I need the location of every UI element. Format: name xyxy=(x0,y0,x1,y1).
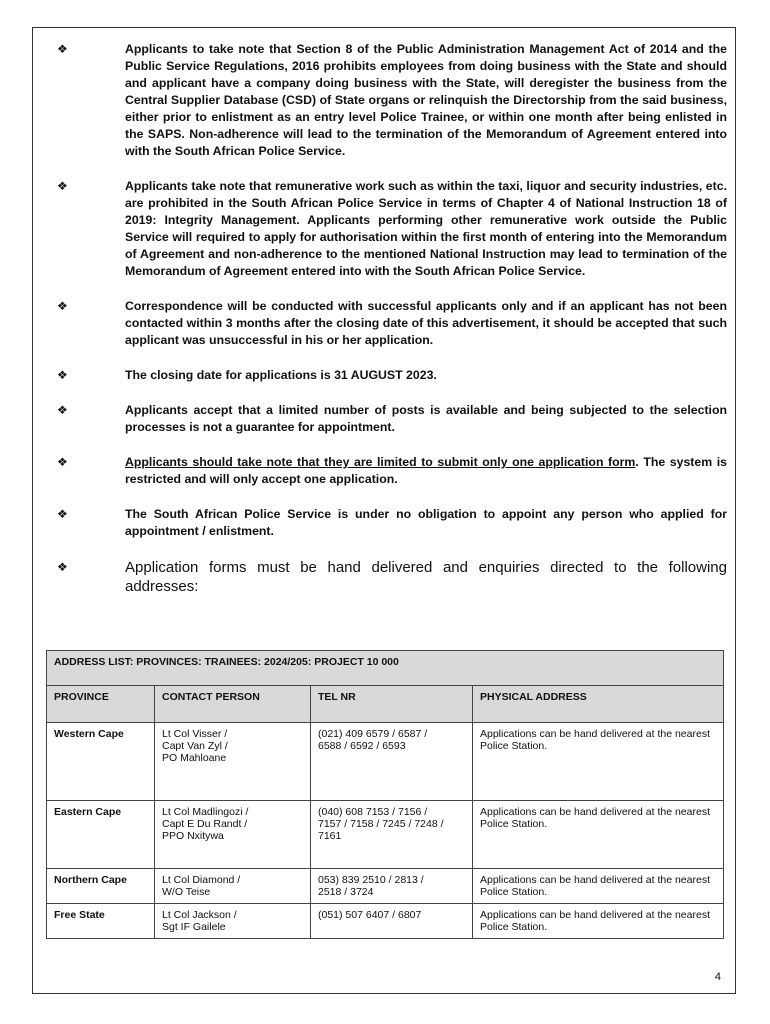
province-cell: Eastern Cape xyxy=(47,801,155,869)
diamond-bullet-icon: ❖ xyxy=(57,507,68,521)
table-row xyxy=(47,869,724,904)
table-row xyxy=(47,904,724,939)
diamond-bullet-icon: ❖ xyxy=(57,179,68,193)
bullet-text: Application forms must be hand delivered and enquiries directed to the following addresses: xyxy=(125,559,727,595)
bullet-text: The South African Police Service is under no obligation to appoint any person who applied for appointment / enlistment. xyxy=(125,507,727,538)
contact-cell: Lt Col Diamond / W/O Teise xyxy=(155,869,311,904)
bullet-item xyxy=(55,506,727,540)
diamond-bullet-icon: ❖ xyxy=(57,368,68,382)
tel-cell: 053) 839 2510 / 2813 / 2518 / 3724 xyxy=(311,869,473,904)
table-row xyxy=(47,723,724,801)
diamond-bullet-icon: ❖ xyxy=(57,560,68,574)
address-cell: Applications can be hand delivered at the nearest Police Station. xyxy=(473,869,724,904)
bullet-item xyxy=(55,41,727,160)
address-cell: Applications can be hand delivered at the nearest Police Station. xyxy=(473,801,724,869)
column-header: PROVINCE xyxy=(47,686,155,723)
bullet-item xyxy=(55,298,727,349)
tel-cell: (051) 507 6407 / 6807 xyxy=(311,904,473,939)
address-table xyxy=(46,650,724,939)
bullet-underlined-text: Applicants should take note that they are limited to submit only one application form xyxy=(125,455,636,469)
bullet-item xyxy=(55,402,727,436)
bullet-text: Correspondence will be conducted with successful applicants only and if an applicant has not been contacted within 3 months after the closing date of this advertisement, it should be accepted that such applicant was unsuccessful in his or her application. xyxy=(125,299,727,347)
province-cell: Free State xyxy=(47,904,155,939)
page-frame xyxy=(32,27,736,994)
bullet-text: Applicants to take note that Section 8 of the Public Administration Management Act of 2014 and the Public Service Regulations, 2016 prohibits employees from doing business with the State and should and applicant have a company doing business with the State, will deregister the business from the Central Supplier Database (CSD) of State organs or relinquish the Directorship from the said business, either prior to enlistment as an entry level Police Trainee, or within one month after being enlisted in the SAPS. Non-adherence will lead to the termination of the Memorandum of Agreement entered into with the South African Police Service. xyxy=(125,42,727,158)
diamond-bullet-icon: ❖ xyxy=(57,299,68,313)
column-header: CONTACT PERSON xyxy=(155,686,311,723)
column-header: PHYSICAL ADDRESS xyxy=(473,686,724,723)
table-title: ADDRESS LIST: PROVINCES: TRAINEES: 2024/205: PROJECT 10 000 xyxy=(47,651,724,686)
tel-cell: (021) 409 6579 / 6587 / 6588 / 6592 / 6593 xyxy=(311,723,473,801)
bullet-text: Applicants take note that remunerative work such as within the taxi, liquor and security industries, etc. are prohibited in the South African Police Service in terms of Chapter 4 of National Instruction 18 of 2019: Integrity Management. Applicants performing other remunerative work outside the Public Service will required to apply for authorisation within the first month of entering into the Memorandum of Agreement and non-adherence to the mentioned National Instruction may lead to termination of the Memorandum of Agreement entered into with the South African Police Service. xyxy=(125,179,727,278)
bullet-item xyxy=(55,454,727,488)
bullet-list xyxy=(55,41,727,614)
bullet-text: The closing date for applications is 31 AUGUST 2023. xyxy=(125,368,437,382)
address-cell: Applications can be hand delivered at the nearest Police Station. xyxy=(473,904,724,939)
province-cell: Western Cape xyxy=(47,723,155,801)
tel-cell: (040) 608 7153 / 7156 / 7157 / 7158 / 7245 / 7248 / 7161 xyxy=(311,801,473,869)
contact-cell: Lt Col Visser / Capt Van Zyl / PO Mahloane xyxy=(155,723,311,801)
province-cell: Northern Cape xyxy=(47,869,155,904)
bullet-item xyxy=(55,367,727,384)
diamond-bullet-icon: ❖ xyxy=(57,455,68,469)
bullet-text: . The system is restricted and will only accept one application. xyxy=(125,455,727,486)
contact-cell: Lt Col Jackson / Sgt IF Gailele xyxy=(155,904,311,939)
bullet-item xyxy=(55,558,727,596)
table-row xyxy=(47,801,724,869)
contact-cell: Lt Col Madlingozi / Capt E Du Randt / PPO Nxitywa xyxy=(155,801,311,869)
bullet-item xyxy=(55,178,727,280)
column-header: TEL NR xyxy=(311,686,473,723)
address-cell: Applications can be hand delivered at the nearest Police Station. xyxy=(473,723,724,801)
page-number: 4 xyxy=(714,971,721,983)
bullet-text: Applicants accept that a limited number of posts is available and being subjected to the selection processes is not a guarantee for appointment. xyxy=(125,403,727,434)
diamond-bullet-icon: ❖ xyxy=(57,42,68,56)
diamond-bullet-icon: ❖ xyxy=(57,403,68,417)
